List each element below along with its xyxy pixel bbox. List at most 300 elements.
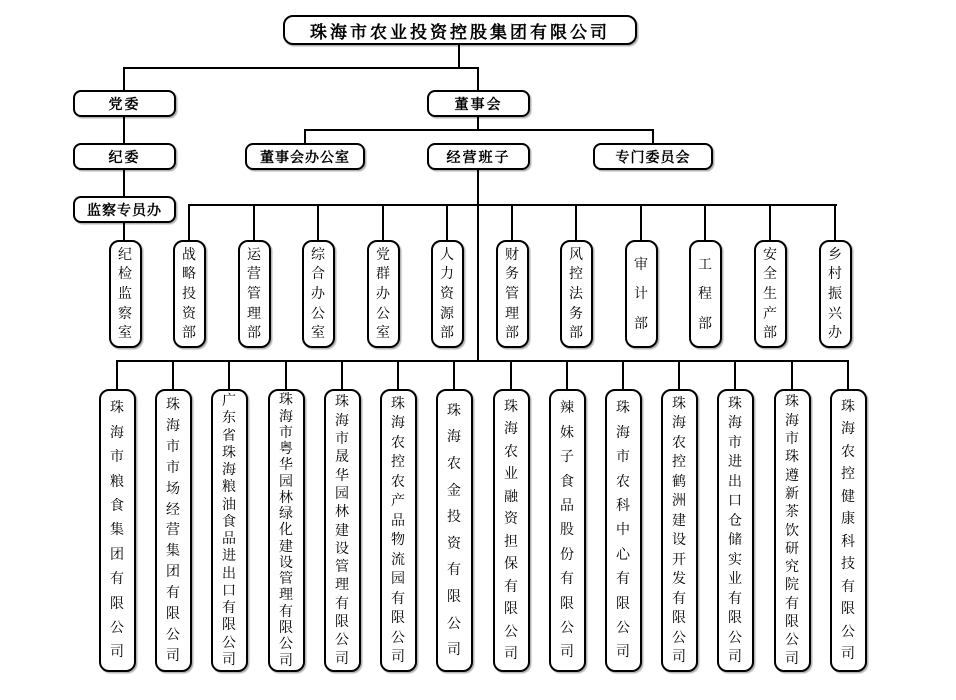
vertical-label-char: 园	[391, 571, 405, 588]
vertical-label-char: 农	[447, 455, 461, 472]
connector-line	[622, 361, 624, 389]
vertical-label-char: 司	[672, 649, 686, 666]
vertical-label-char: 司	[222, 651, 236, 668]
vertical-label-char: 林	[335, 504, 349, 521]
vertical-label-char: 健	[841, 488, 855, 505]
vertical-label-char: 司	[616, 644, 630, 661]
vertical-label-char: 珠	[672, 395, 686, 412]
vertical-label-char: 有	[166, 585, 180, 602]
vertical-label-char: 华	[279, 457, 293, 474]
vertical-label-char: 略	[182, 266, 196, 283]
vertical-label-char: 限	[110, 595, 124, 612]
vertical-label-char: 公	[391, 629, 405, 646]
subsidiary-box	[717, 389, 754, 672]
vertical-label-char: 集	[166, 543, 180, 560]
subsidiary-box	[380, 389, 417, 672]
node-board-of-directors: 董事会	[427, 90, 530, 117]
vertical-label-char: 部	[763, 325, 777, 342]
vertical-label-char: 限	[672, 610, 686, 627]
connector-line	[566, 361, 568, 389]
vertical-label-char: 办	[828, 325, 842, 342]
vertical-label-char: 研	[785, 540, 799, 557]
vertical-label-char: 海	[841, 421, 855, 438]
vertical-label-char: 晟	[335, 449, 349, 466]
vertical-label-char: 乡	[828, 246, 842, 263]
department-box	[689, 240, 722, 348]
connector-line	[397, 361, 399, 389]
vertical-label-char: 公	[110, 620, 124, 637]
vertical-label-char: 进	[222, 548, 236, 565]
vertical-label-char: 管	[247, 285, 261, 302]
vertical-label-char: 管	[505, 285, 519, 302]
vertical-label-char: 公	[335, 632, 349, 649]
vertical-label-char: 有	[672, 590, 686, 607]
vertical-label-char: 务	[505, 266, 519, 283]
vertical-label-char: 市	[728, 434, 742, 451]
vertical-label-char: 金	[447, 482, 461, 499]
vertical-label-char: 保	[504, 556, 518, 573]
vertical-label-char: 进	[728, 454, 742, 471]
connector-line	[123, 223, 125, 240]
vertical-label-char: 室	[311, 325, 325, 342]
vertical-label-char: 品	[560, 498, 574, 515]
subsidiary-box	[830, 389, 867, 672]
vertical-label-char: 计	[634, 286, 648, 302]
vertical-label-char: 海	[785, 412, 799, 429]
connector-line	[172, 361, 174, 389]
vertical-label-char: 子	[560, 449, 574, 466]
vertical-label-char: 司	[110, 644, 124, 661]
vertical-label-char: 兴	[828, 305, 842, 322]
vertical-label-char: 投	[447, 509, 461, 526]
vertical-label-char: 林	[279, 489, 293, 506]
vertical-label-char: 集	[110, 522, 124, 539]
node-board-office: 董事会办公室	[245, 143, 365, 170]
vertical-label-char: 发	[672, 571, 686, 588]
vertical-label-char: 流	[391, 551, 405, 568]
vertical-label-char: 科	[841, 533, 855, 550]
vertical-label-char: 有	[728, 590, 742, 607]
vertical-label-char: 限	[447, 589, 461, 605]
connector-line	[678, 361, 680, 389]
department-box	[496, 240, 529, 348]
connector-line	[116, 361, 118, 389]
vertical-label-char: 办	[376, 285, 390, 302]
vertical-label-char: 源	[440, 305, 454, 322]
vertical-label-char: 有	[222, 600, 236, 617]
vertical-label-char: 化	[279, 522, 293, 539]
node-party-committee: 党委	[73, 90, 176, 117]
vertical-label-char: 仓	[728, 512, 742, 529]
vertical-label-char: 设	[279, 554, 293, 571]
vertical-label-char: 部	[440, 325, 454, 342]
vertical-label-char: 品	[391, 512, 405, 529]
vertical-label-char: 控	[672, 454, 686, 471]
vertical-label-char: 海	[391, 415, 405, 432]
department-box	[819, 240, 852, 348]
vertical-label-char: 限	[166, 606, 180, 623]
vertical-label-char: 团	[110, 546, 124, 563]
connector-line	[847, 361, 849, 389]
vertical-label-char: 控	[391, 454, 405, 471]
vertical-label-char: 有	[335, 595, 349, 612]
vertical-label-char: 司	[279, 652, 293, 669]
connector-line	[341, 361, 343, 389]
connector-line	[510, 361, 512, 389]
vertical-label-char: 市	[166, 438, 180, 455]
connector-line	[453, 361, 455, 389]
vertical-label-char: 产	[391, 493, 405, 510]
vertical-label-char: 辣	[560, 400, 574, 417]
vertical-label-char: 珠	[504, 398, 518, 415]
vertical-label-char: 公	[376, 305, 390, 322]
vertical-label-char: 妹	[560, 424, 574, 441]
vertical-label-char: 融	[504, 488, 518, 505]
vertical-label-char: 战	[182, 246, 196, 263]
vertical-label-char: 出	[728, 473, 742, 490]
vertical-label-char: 务	[569, 305, 583, 322]
vertical-label-char: 科	[616, 498, 630, 515]
vertical-label-char: 投	[182, 285, 196, 302]
vertical-label-char: 市	[110, 449, 124, 466]
vertical-label-char: 控	[841, 466, 855, 483]
connector-line	[253, 205, 255, 240]
connector-line	[704, 205, 706, 240]
vertical-label-char: 粮	[222, 479, 236, 496]
vertical-label-char: 食	[560, 473, 574, 490]
vertical-label-char: 市	[616, 449, 630, 466]
department-box	[625, 240, 658, 348]
subsidiary-box	[605, 389, 642, 672]
vertical-label-char: 口	[222, 582, 236, 599]
vertical-label-char: 营	[166, 522, 180, 539]
vertical-label-char: 海	[672, 415, 686, 432]
vertical-label-char: 生	[763, 285, 777, 302]
vertical-label-char: 部	[505, 325, 519, 342]
vertical-label-char: 业	[504, 466, 518, 483]
vertical-label-char: 农	[841, 443, 855, 460]
vertical-label-char: 限	[841, 601, 855, 618]
vertical-label-char: 口	[728, 493, 742, 510]
node-discipline-committee: 纪委	[73, 143, 176, 170]
connector-line	[116, 360, 849, 362]
vertical-label-char: 管	[335, 559, 349, 576]
vertical-label-char: 部	[698, 315, 712, 332]
vertical-label-char: 珠	[166, 396, 180, 413]
vertical-label-char: 绿	[279, 506, 293, 523]
subsidiary-box	[436, 389, 473, 672]
vertical-label-char: 力	[440, 266, 454, 283]
vertical-label-char: 经	[166, 501, 180, 518]
vertical-label-char: 有	[447, 562, 461, 579]
vertical-label-char: 储	[728, 532, 742, 549]
department-box	[238, 240, 271, 348]
vertical-label-char: 担	[504, 533, 518, 550]
vertical-label-char: 资	[447, 535, 461, 552]
vertical-label-char: 海	[335, 412, 349, 429]
vertical-label-char: 限	[222, 617, 236, 634]
vertical-label-char: 珠	[110, 400, 124, 417]
connector-line	[123, 67, 479, 69]
vertical-label-char: 海	[110, 424, 124, 441]
vertical-label-char: 出	[222, 565, 236, 582]
vertical-label-char: 有	[391, 590, 405, 607]
vertical-label-char: 油	[222, 496, 236, 513]
subsidiary-box	[493, 389, 530, 672]
vertical-label-char: 遵	[785, 467, 799, 484]
vertical-label-char: 康	[841, 511, 855, 528]
vertical-label-char: 有	[504, 578, 518, 595]
vertical-label-char: 业	[728, 571, 742, 588]
department-box	[302, 240, 335, 348]
department-box	[560, 240, 593, 348]
vertical-label-char: 司	[447, 642, 461, 659]
vertical-label-char: 限	[728, 610, 742, 627]
subsidiary-box	[661, 389, 698, 672]
vertical-label-char: 食	[222, 513, 236, 530]
vertical-label-char: 珠	[279, 392, 293, 409]
connector-line	[285, 361, 287, 389]
connector-line	[304, 130, 306, 143]
vertical-label-char: 东	[222, 410, 236, 427]
connector-line	[769, 205, 771, 240]
vertical-label-char: 珠	[785, 449, 799, 466]
vertical-label-char: 新	[785, 485, 799, 502]
vertical-label-char: 有	[279, 603, 293, 620]
vertical-label-char: 监	[118, 285, 132, 302]
connector-line	[317, 205, 319, 240]
vertical-label-char: 珠	[391, 395, 405, 412]
vertical-label-char: 限	[616, 595, 630, 612]
vertical-label-char: 洲	[672, 493, 686, 510]
vertical-label-char: 限	[279, 619, 293, 636]
connector-line	[446, 205, 448, 240]
vertical-label-char: 农	[391, 473, 405, 490]
vertical-label-char: 理	[247, 305, 261, 322]
vertical-label-char: 市	[785, 430, 799, 447]
vertical-label-char: 究	[785, 559, 799, 576]
vertical-label-char: 振	[828, 285, 842, 302]
vertical-label-char: 海	[504, 421, 518, 438]
vertical-label-char: 部	[569, 325, 583, 342]
department-box	[431, 240, 464, 348]
vertical-label-char: 珠	[222, 444, 236, 461]
connector-line	[791, 361, 793, 389]
vertical-label-char: 农	[672, 434, 686, 451]
vertical-label-char: 公	[560, 620, 574, 637]
vertical-label-char: 公	[672, 629, 686, 646]
vertical-label-char: 司	[166, 647, 180, 664]
vertical-label-char: 资	[182, 305, 196, 322]
vertical-label-char: 村	[828, 266, 842, 283]
vertical-label-char: 珠	[616, 400, 630, 417]
vertical-label-char: 财	[505, 246, 519, 263]
vertical-label-char: 粤	[279, 441, 293, 458]
vertical-label-char: 海	[222, 462, 236, 479]
vertical-label-char: 开	[672, 551, 686, 568]
node-special-committees: 专门委员会	[593, 143, 713, 170]
department-box	[109, 240, 142, 348]
vertical-label-char: 建	[335, 522, 349, 539]
subsidiary-box	[155, 389, 192, 672]
vertical-label-char: 农	[391, 434, 405, 451]
vertical-label-char: 茶	[785, 504, 799, 521]
vertical-label-char: 食	[110, 498, 124, 515]
vertical-label-char: 园	[279, 473, 293, 490]
vertical-label-char: 园	[335, 485, 349, 502]
connector-line	[123, 170, 125, 196]
vertical-label-char: 理	[335, 577, 349, 594]
vertical-label-char: 室	[376, 325, 390, 342]
vertical-label-char: 有	[785, 595, 799, 612]
vertical-label-char: 股	[560, 522, 574, 539]
connector-line	[304, 129, 654, 131]
vertical-label-char: 珠	[728, 395, 742, 412]
vertical-label-char: 资	[504, 511, 518, 528]
connector-line	[458, 45, 460, 68]
vertical-label-char: 设	[335, 540, 349, 557]
department-box	[173, 240, 206, 348]
vertical-label-char: 农	[504, 443, 518, 460]
vertical-label-char: 资	[440, 285, 454, 302]
vertical-label-char: 建	[279, 538, 293, 555]
vertical-label-char: 程	[698, 286, 712, 302]
company-title-box: 珠海市农业投资控股集团有限公司	[283, 15, 637, 45]
department-box	[754, 240, 787, 348]
vertical-label-char: 全	[763, 266, 777, 283]
vertical-label-char: 有	[560, 571, 574, 588]
vertical-label-char: 营	[247, 266, 261, 283]
connector-line	[123, 117, 125, 143]
vertical-label-char: 海	[616, 424, 630, 441]
vertical-label-char: 产	[763, 305, 777, 322]
vertical-label-char: 公	[616, 620, 630, 637]
vertical-label-char: 部	[247, 325, 261, 342]
vertical-label-char: 有	[110, 571, 124, 588]
vertical-label-char: 公	[447, 615, 461, 632]
connector-line	[834, 205, 836, 240]
vertical-label-char: 综	[311, 246, 325, 263]
vertical-label-char: 有	[841, 578, 855, 595]
vertical-label-char: 合	[311, 266, 325, 283]
vertical-label-char: 办	[311, 285, 325, 302]
vertical-label-char: 司	[504, 646, 518, 663]
vertical-label-char: 控	[569, 266, 583, 283]
vertical-label-char: 公	[222, 634, 236, 651]
vertical-label-char: 工	[698, 256, 712, 273]
vertical-label-char: 理	[279, 587, 293, 604]
vertical-label-char: 品	[222, 531, 236, 548]
vertical-label-char: 限	[391, 610, 405, 627]
connector-line	[734, 361, 736, 389]
vertical-label-char: 室	[118, 325, 132, 342]
vertical-label-char: 院	[785, 577, 799, 594]
vertical-label-char: 法	[569, 285, 583, 302]
vertical-label-char: 司	[841, 646, 855, 663]
vertical-label-char: 珠	[785, 394, 799, 411]
vertical-label-char: 管	[279, 571, 293, 588]
vertical-label-char: 中	[616, 522, 630, 539]
vertical-label-char: 部	[182, 325, 196, 342]
vertical-label-char: 华	[335, 467, 349, 484]
vertical-label-char: 技	[841, 556, 855, 573]
connector-line	[652, 130, 654, 143]
vertical-label-char: 公	[504, 623, 518, 640]
vertical-label-char: 公	[728, 629, 742, 646]
subsidiary-box	[99, 389, 136, 672]
subsidiary-box	[268, 389, 305, 672]
vertical-label-char: 察	[118, 305, 132, 322]
connector-line	[575, 205, 577, 240]
vertical-label-char: 珠	[447, 402, 461, 419]
vertical-label-char: 安	[763, 246, 777, 263]
vertical-label-char: 纪	[118, 246, 132, 263]
subsidiary-box	[211, 389, 248, 672]
vertical-label-char: 海	[279, 408, 293, 425]
vertical-label-char: 限	[560, 595, 574, 612]
vertical-label-char: 公	[279, 636, 293, 653]
vertical-label-char: 司	[335, 650, 349, 667]
vertical-label-char: 农	[616, 473, 630, 490]
vertical-label-char: 司	[391, 649, 405, 666]
connector-line	[228, 361, 230, 389]
vertical-label-char: 海	[728, 415, 742, 432]
vertical-label-char: 审	[634, 256, 648, 273]
vertical-label-char: 鹤	[672, 473, 686, 490]
vertical-label-char: 司	[560, 644, 574, 661]
vertical-label-char: 市	[279, 424, 293, 441]
vertical-label-char: 团	[166, 564, 180, 581]
vertical-label-char: 司	[785, 650, 799, 667]
vertical-label-char: 检	[118, 266, 132, 283]
vertical-label-char: 风	[569, 246, 583, 263]
vertical-label-char: 运	[247, 246, 261, 263]
subsidiary-box	[774, 389, 811, 672]
vertical-label-char: 份	[560, 546, 574, 563]
vertical-label-char: 公	[841, 623, 855, 640]
vertical-label-char: 广	[222, 393, 236, 410]
vertical-label-char: 场	[166, 480, 180, 497]
node-management-team: 经营班子	[427, 143, 530, 170]
vertical-label-char: 心	[616, 546, 630, 563]
vertical-label-char: 海	[166, 417, 180, 434]
vertical-label-char: 物	[391, 532, 405, 549]
vertical-label-char: 市	[166, 459, 180, 476]
department-box	[367, 240, 400, 348]
vertical-label-char: 限	[504, 601, 518, 618]
vertical-label-char: 公	[311, 305, 325, 322]
vertical-label-char: 海	[447, 429, 461, 446]
vertical-label-char: 公	[166, 627, 180, 644]
connector-line	[382, 205, 384, 240]
vertical-label-char: 有	[616, 571, 630, 588]
connector-line	[640, 205, 642, 240]
vertical-label-char: 党	[376, 246, 390, 263]
vertical-label-char: 饮	[785, 522, 799, 539]
vertical-label-char: 建	[672, 512, 686, 529]
connector-line	[188, 205, 190, 240]
connector-line	[511, 205, 513, 240]
vertical-label-char: 群	[376, 266, 390, 283]
connector-line	[477, 68, 479, 90]
vertical-label-char: 市	[335, 430, 349, 447]
vertical-label-char: 部	[634, 315, 648, 332]
vertical-label-char: 公	[785, 632, 799, 649]
connector-line	[123, 68, 125, 90]
connector-line	[477, 170, 479, 361]
vertical-label-char: 实	[728, 551, 742, 568]
subsidiary-box	[549, 389, 586, 672]
